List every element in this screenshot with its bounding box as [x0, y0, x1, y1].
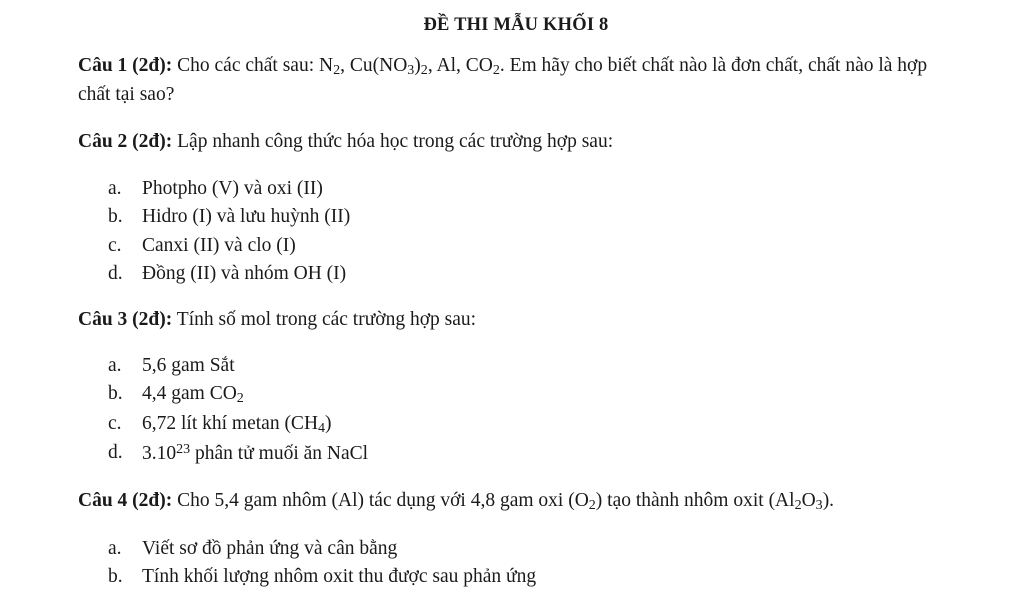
list-item-label: Tính khối lượng nhôm oxit thu được sau phản ứng [142, 566, 537, 588]
list-item-marker: a. [108, 354, 122, 376]
question-4-items [78, 536, 954, 591]
page-title: ĐỀ THI MẪU KHỐI 8 [423, 15, 609, 35]
question-3 [78, 306, 954, 334]
list-item [78, 411, 954, 438]
list-item-label: 5,6 gam Sắt [142, 354, 235, 376]
list-item-label: 3.10$^{23}$ phân tử muối ăn NaCl [142, 440, 369, 464]
list-item [78, 564, 954, 591]
question-3-items [78, 353, 954, 467]
question-1-text: Cho các chất sau: $N_2$, $Cu(NO_3)_2$, Al, $CO_2$. Em hãy cho biết chất nào là đơn chất, chất nào là hợp chất tại sao? [78, 55, 928, 106]
list-item-marker: d. [108, 263, 123, 285]
question-4-label: Câu 4 (2đ): [78, 490, 173, 512]
list-item-marker: c. [108, 412, 122, 434]
list-item-label: Canxi (II) và clo (I) [142, 234, 296, 256]
list-item-label: 4,4 gam $CO_2$ [142, 383, 244, 407]
question-2-label: Câu 2 (2đ): [78, 131, 173, 153]
list-item-marker: b. [108, 206, 123, 228]
list-item-marker: a. [108, 537, 122, 559]
question-2 [78, 128, 954, 156]
list-item-marker: a. [108, 177, 122, 199]
list-item-label: 6,72 lít khí metan $(CH_4)$ [142, 412, 332, 436]
list-item [78, 353, 954, 380]
list-item-label: Viết sơ đồ phản ứng và cân bằng [142, 537, 398, 559]
list-item-label: Hidro (I) và lưu huỳnh (II) [142, 206, 351, 228]
question-2-items [78, 176, 954, 288]
list-item [78, 261, 954, 288]
list-item-marker: d. [108, 441, 123, 463]
list-item [78, 536, 954, 563]
list-item [78, 204, 954, 231]
question-1-label: Câu 1 (2đ): [78, 55, 173, 77]
question-2-text: Lập nhanh công thức hóa học trong các trường hợp sau: [177, 131, 614, 153]
list-item [78, 233, 954, 260]
list-item-marker: b. [108, 566, 123, 588]
question-1 [78, 52, 954, 109]
question-3-text: Tính số mol trong các trường hợp sau: [176, 308, 477, 330]
list-item-label: Photpho (V) và oxi (II) [142, 177, 323, 199]
question-4 [78, 487, 954, 516]
list-item-marker: b. [108, 383, 123, 405]
list-item [78, 440, 954, 467]
list-item [78, 176, 954, 203]
list-item-label: Đồng (II) và nhóm OH (I) [142, 263, 347, 285]
question-3-label: Câu 3 (2đ): [78, 308, 173, 330]
list-item-marker: c. [108, 234, 122, 256]
question-4-text: Cho 5,4 gam nhôm (Al) tác dụng với 4,8 gam oxi $(O_2)$ tạo thành nhôm oxit $(Al_2O_3)$. [177, 490, 835, 514]
list-item [78, 381, 954, 408]
